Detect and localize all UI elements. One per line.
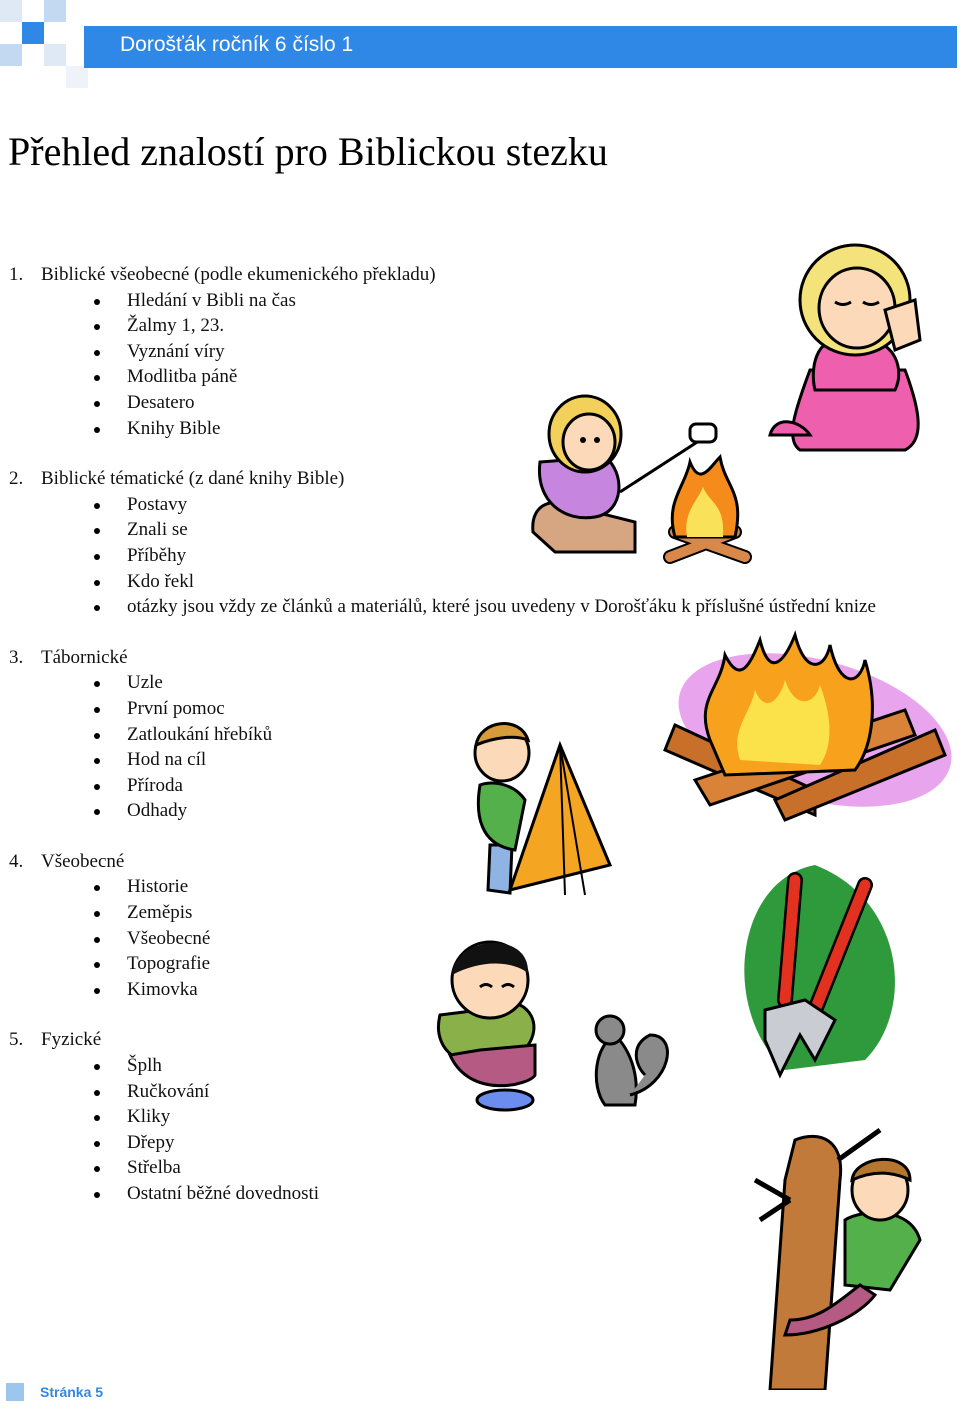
list-item-text: Vyznání víry: [127, 340, 225, 362]
bullet: [94, 809, 100, 815]
section-biblical-thematic: [9, 466, 909, 620]
list-item-text: Modlitba páně: [127, 366, 238, 388]
bullet: [94, 350, 100, 356]
list-item-text: Dřepy: [127, 1131, 175, 1153]
bullet: [94, 911, 100, 917]
bullet: [94, 324, 100, 330]
bullet: [94, 427, 100, 433]
list-item-text: Postavy: [127, 493, 188, 515]
list-item-text: Ručkování: [127, 1080, 210, 1102]
list-item-text: Příroda: [127, 774, 183, 796]
bullet: [94, 401, 100, 407]
list-item-text: Historie: [127, 876, 189, 898]
list-item-text: Hod na cíl: [127, 749, 207, 771]
section-number: 2.: [9, 468, 24, 490]
page-title: Přehled znalostí pro Biblickou stezku: [8, 129, 608, 174]
list-item-text: Uzle: [127, 672, 163, 694]
bullet: [94, 503, 100, 509]
section-title: Biblické všeobecné (podle ekumenického překladu): [41, 264, 436, 285]
bullet: [94, 528, 100, 534]
bullet: [94, 580, 100, 586]
section-number: 3.: [9, 646, 24, 668]
praying-girl-illustration: [755, 240, 955, 455]
bullet: [94, 375, 100, 381]
list-item: [9, 569, 909, 595]
list-item-text: otázky jsou vždy ze článků a materiálů, které jsou uvedeny v Dorošťáku k příslušné ústřední knize: [127, 596, 876, 618]
bullet: [94, 1090, 100, 1096]
bullet: [94, 885, 100, 891]
header-deco-square: [22, 22, 44, 44]
page-number: Stránka 5: [40, 1384, 104, 1400]
header-deco-square: [44, 44, 66, 66]
section-title: Tábornické: [41, 646, 128, 668]
campfire-girl-illustration: [525, 392, 765, 572]
boy-with-tent-illustration: [470, 715, 620, 900]
bullet: [94, 758, 100, 764]
list-item-text: Knihy Bible: [127, 417, 221, 439]
bullet: [94, 1166, 100, 1172]
bullet: [94, 962, 100, 968]
pliers-illustration: [725, 860, 915, 1110]
list-item-text: Všeobecné: [127, 927, 211, 949]
list-item-text: Kdo řekl: [127, 570, 195, 592]
section-title: Všeobecné: [41, 850, 125, 872]
section-number: 5.: [9, 1029, 24, 1051]
section-number: 1.: [9, 264, 24, 285]
list-item-text: Zeměpis: [127, 902, 193, 924]
boy-with-squirrel-illustration: [430, 935, 680, 1120]
list-item-text: Kliky: [127, 1106, 171, 1128]
section-title: Biblické tématické (z dané knihy Bible): [41, 468, 345, 490]
header-title: Dorošťák ročník 6 číslo 1: [120, 33, 354, 56]
footer-deco-square: [6, 1383, 24, 1401]
list-item-text: Hledání v Bibli na čas: [127, 289, 296, 311]
list-item-text: První pomoc: [127, 697, 225, 719]
header-deco-square: [44, 0, 66, 22]
header-deco-square: [0, 44, 22, 66]
section-heading: [9, 466, 909, 492]
bullet: [94, 605, 100, 611]
list-item-text: Šplh: [127, 1055, 162, 1077]
list-item-text: Znali se: [127, 519, 188, 541]
bullet: [94, 299, 100, 305]
bullet: [94, 554, 100, 560]
campfire-illustration: [655, 630, 955, 830]
bullet: [94, 1115, 100, 1121]
bullet: [94, 1064, 100, 1070]
list-item-text: Střelba: [127, 1157, 181, 1179]
bullet: [94, 784, 100, 790]
list-item: [9, 492, 909, 518]
section-number: 4.: [9, 850, 24, 872]
list-item-text: Žalmy 1, 23.: [127, 315, 225, 337]
bullet: [94, 1192, 100, 1198]
bullet: [94, 988, 100, 994]
list-item-text: Desatero: [127, 391, 195, 413]
section-title: Fyzické: [41, 1029, 102, 1051]
header-deco-square: [0, 0, 22, 22]
bullet: [94, 681, 100, 687]
list-item-text: Příběhy: [127, 544, 187, 566]
boy-climbing-tree-illustration: [750, 1120, 955, 1390]
list-item-text: Ostatní běžné dovednosti: [127, 1183, 320, 1204]
list-item-text: Kimovka: [127, 978, 198, 1000]
list-item-text: Odhady: [127, 800, 188, 822]
bullet: [94, 707, 100, 713]
list-item-text: Topografie: [127, 953, 211, 975]
bullet: [94, 937, 100, 943]
header-deco-square: [66, 66, 88, 88]
list-item-text: Zatloukání hřebíků: [127, 723, 273, 745]
bullet: [94, 733, 100, 739]
list-item: [9, 543, 909, 569]
item-list: [9, 492, 909, 620]
list-item: [9, 594, 897, 620]
list-item: [9, 517, 909, 543]
bullet: [94, 1141, 100, 1147]
